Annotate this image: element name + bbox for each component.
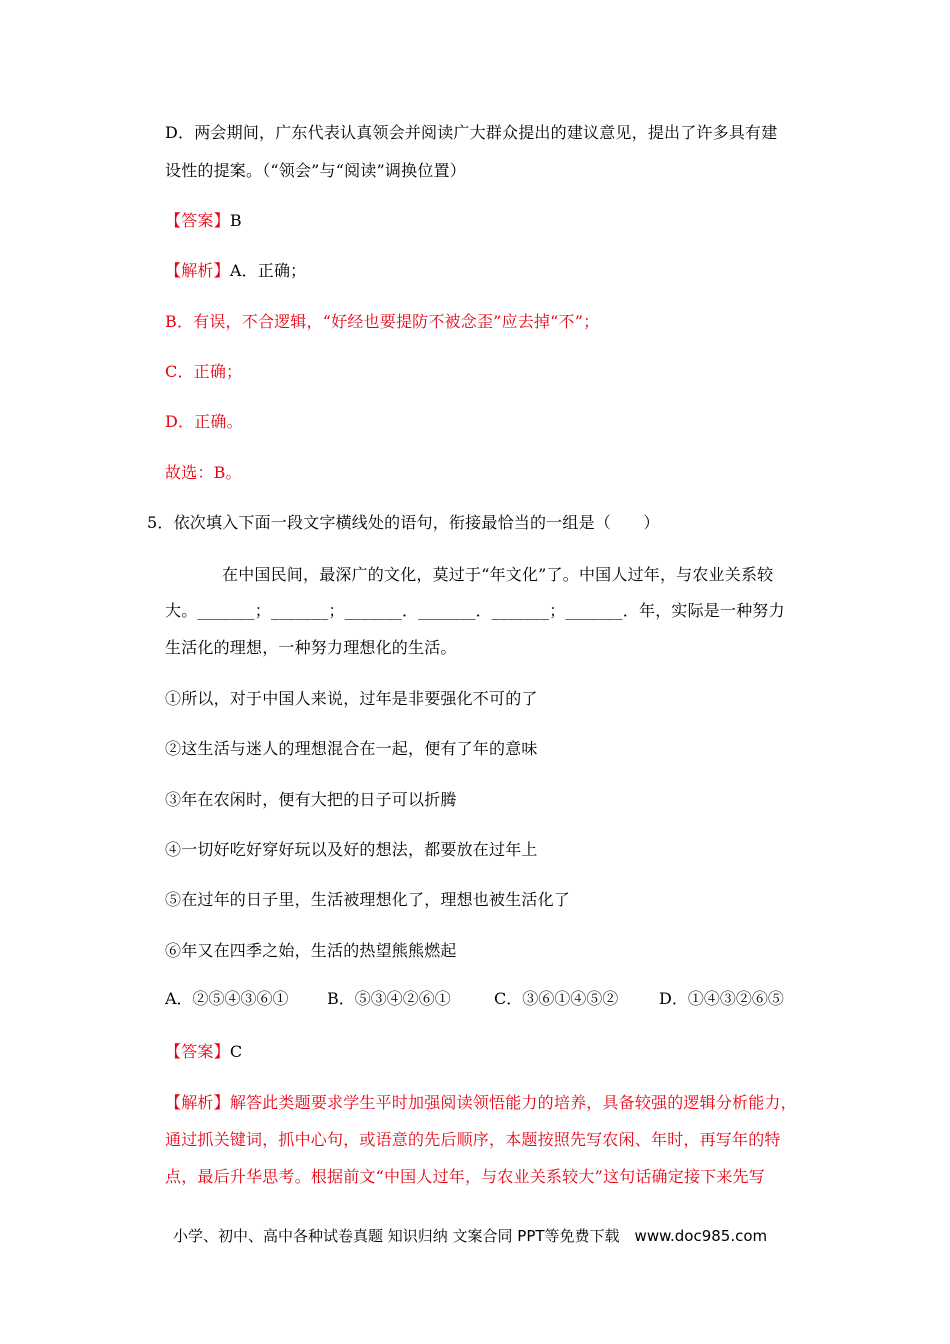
q5-sentence-4: ④一切好吃好穿好玩以及好的想法，都要放在过年上 xyxy=(165,840,538,859)
q4-analysis-c: C．正确； xyxy=(165,362,243,381)
q5-option-d: D．①④③②⑥⑤ xyxy=(659,989,784,1008)
q5-analysis-line2: 通过抓关键词，抓中心句，或语意的先后顺序，本题按照先写农闲、年时，再写年的特 xyxy=(165,1130,781,1149)
q4-option-d-line1: D．两会期间，广东代表认真领会并阅读广大群众提出的建议意见，提出了许多具有建 xyxy=(165,123,778,142)
analysis-tag: 【解析】 xyxy=(165,1093,230,1112)
q5-sentence-3: ③年在农闲时，便有大把的日子可以折腾 xyxy=(165,790,457,809)
q5-option-a: A．②⑤④③⑥① xyxy=(165,989,289,1008)
answer-tag: 【答案】 xyxy=(165,1042,230,1061)
q4-option-d-line2: 设性的提案。（“领会”与“阅读”调换位置） xyxy=(165,161,466,180)
q5-passage-line1: 在中国民间，最深广的文化，莫过于“年文化”了。中国人过年，与农业关系较 xyxy=(222,565,774,584)
q5-answer xyxy=(165,1041,242,1063)
answer-tag: 【答案】 xyxy=(165,211,230,230)
q5-passage-line3: 生活化的理想，一种努力理想化的生活。 xyxy=(165,638,457,657)
q4-analysis-a xyxy=(165,260,306,282)
analysis-line1-text: 解答此类题要求学生平时加强阅读领悟能力的培养，具备较强的逻辑分析能力， xyxy=(229,1093,797,1112)
q5-stem: 5．依次填入下面一段文字横线处的语句，衔接最恰当的一组是（ ） xyxy=(147,513,660,532)
analysis-tag: 【解析】 xyxy=(165,261,230,280)
q4-analysis-b: B．有误，不合逻辑，“好经也要提防不被念歪”应去掉“不”； xyxy=(165,312,600,331)
q5-option-b: B．⑤③④②⑥① xyxy=(327,989,451,1008)
q4-conclusion: 故选：B。 xyxy=(165,463,242,482)
q4-answer xyxy=(165,210,242,232)
footer-banner: 小学、初中、高中各种试卷真题 知识归纳 文案合同 PPT等免费下载 www.doc985.com xyxy=(173,1227,768,1245)
answer-value: B xyxy=(229,211,242,230)
q5-analysis-line3: 点，最后升华思考。根据前文“中国人过年，与农业关系较大”这句话确定接下来先写 xyxy=(165,1167,765,1186)
analysis-a-text: A．正确； xyxy=(229,261,307,280)
answer-value: C xyxy=(229,1042,243,1061)
q5-sentence-6: ⑥年又在四季之始，生活的热望熊熊燃起 xyxy=(165,941,457,960)
q5-passage-line2: 大。_______；_______；_______．_______．_______；_______．年，实际是一种努力 xyxy=(165,601,785,620)
q5-sentence-2: ②这生活与迷人的理想混合在一起，便有了年的意味 xyxy=(165,739,538,758)
q5-sentence-1: ①所以，对于中国人来说，过年是非要强化不可的了 xyxy=(165,689,538,708)
q4-analysis-d: D．正确。 xyxy=(165,412,243,431)
q5-sentence-5: ⑤在过年的日子里，生活被理想化了，理想也被生活化了 xyxy=(165,890,571,909)
q5-analysis-line1 xyxy=(165,1092,797,1114)
q5-option-c: C．③⑥①④⑤② xyxy=(494,989,619,1008)
